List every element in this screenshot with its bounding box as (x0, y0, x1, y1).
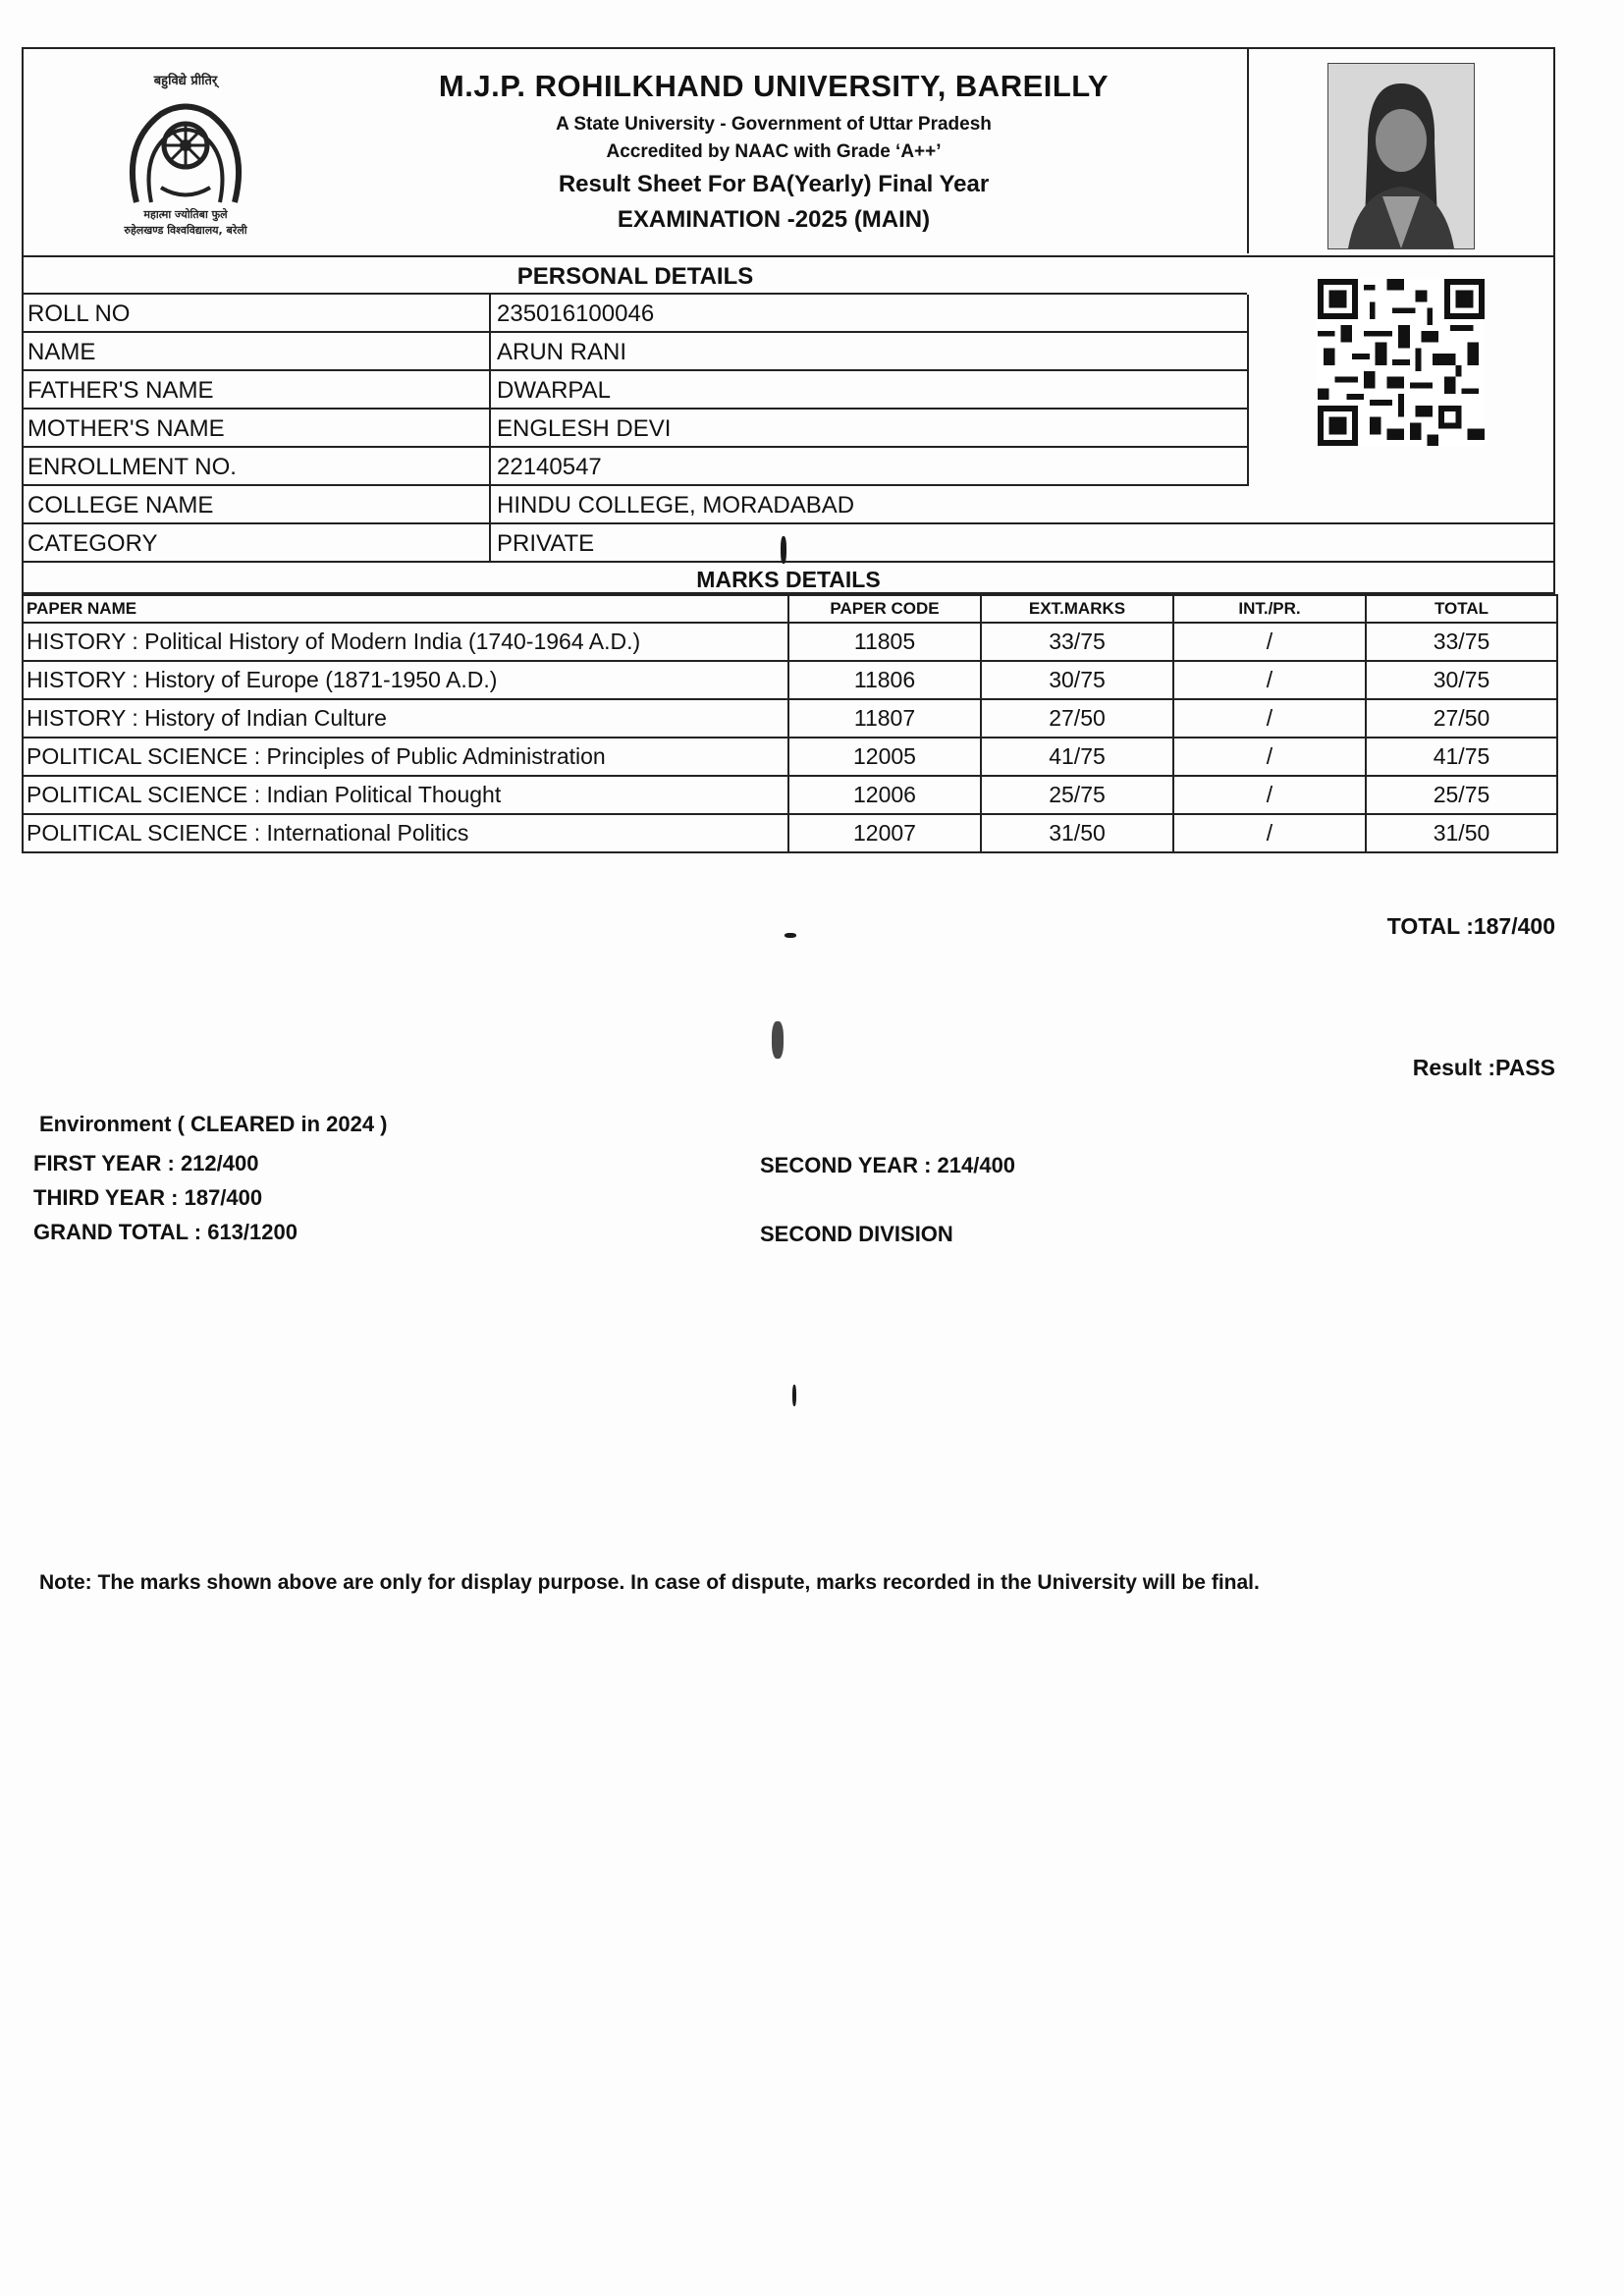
paper-name: HISTORY : Political History of Modern India (1740-1964 A.D.) (23, 623, 788, 661)
field-label: CATEGORY (24, 524, 491, 561)
scan-mark (772, 1021, 784, 1059)
semester-total: TOTAL :187/400 (1386, 913, 1555, 939)
first-year-marks: FIRST YEAR : 212/400 (33, 1151, 259, 1175)
field-label: MOTHER'S NAME (24, 410, 491, 446)
paper-total: 31/50 (1366, 814, 1557, 852)
paper-total: 30/75 (1366, 661, 1557, 699)
field-value: 235016100046 (497, 301, 655, 327)
paper-total: 27/50 (1366, 699, 1557, 738)
paper-code: 11807 (788, 699, 981, 738)
scan-mark (792, 1385, 796, 1406)
disclaimer-note: Note: The marks shown above are only for display purpose. In case of dispute, marks recorded in the University will be final. (39, 1571, 1260, 1594)
paper-name: HISTORY : History of Europe (1871-1950 A.D.) (23, 661, 788, 699)
int-marks: / (1173, 661, 1366, 699)
svg-text:रुहेलखण्ड विश्वविद्यालय, बरेली: रुहेलखण्ड विश्वविद्यालय, बरेली (124, 224, 247, 237)
third-year-marks: THIRD YEAR : 187/400 (33, 1185, 263, 1210)
paper-code: 12006 (788, 776, 981, 814)
second-year-marks: SECOND YEAR : 214/400 (760, 1153, 1016, 1177)
ext-marks: 25/75 (981, 776, 1173, 814)
header-text-block (289, 69, 1259, 242)
field-value: PRIVATE (497, 530, 595, 557)
paper-total: 33/75 (1366, 623, 1557, 661)
int-marks: / (1173, 738, 1366, 776)
column-header: TOTAL (1366, 595, 1557, 623)
ext-marks: 31/50 (981, 814, 1173, 852)
paper-code: 11805 (788, 623, 981, 661)
column-header: PAPER CODE (788, 595, 981, 623)
marks-table (22, 594, 1558, 853)
university-logo (92, 55, 279, 242)
column-header: INT./PR. (1173, 595, 1366, 623)
personal-details-section (22, 255, 1555, 563)
exam-title: EXAMINATION -2025 (MAIN) (617, 206, 931, 233)
column-header: PAPER NAME (23, 595, 788, 623)
personal-row (24, 410, 1249, 448)
ext-marks: 30/75 (981, 661, 1173, 699)
paper-total: 25/75 (1366, 776, 1557, 814)
paper-code: 12005 (788, 738, 981, 776)
personal-row (24, 371, 1249, 410)
scan-mark (781, 536, 786, 564)
svg-text:महात्मा ज्योतिबा फुले: महात्मा ज्योतिबा फुले (143, 208, 228, 221)
paper-name: POLITICAL SCIENCE : International Politics (23, 814, 788, 852)
column-header: EXT.MARKS (981, 595, 1173, 623)
qr-code (1318, 279, 1485, 446)
int-marks: / (1173, 776, 1366, 814)
result-sheet (22, 47, 1555, 853)
environment-status: Environment ( CLEARED in 2024 ) (39, 1112, 388, 1136)
int-marks: / (1173, 814, 1366, 852)
marks-header-row (23, 595, 1557, 623)
field-label: FATHER'S NAME (24, 371, 491, 408)
student-photo (1327, 63, 1475, 249)
field-value: 22140547 (497, 454, 602, 480)
table-row (23, 699, 1557, 738)
university-status: A State University - Government of Uttar Pradesh (556, 114, 992, 135)
personal-details-title: PERSONAL DETAILS (24, 257, 1247, 295)
field-value: ENGLESH DEVI (497, 415, 672, 442)
table-row (23, 661, 1557, 699)
field-label: COLLEGE NAME (24, 486, 491, 522)
int-marks: / (1173, 699, 1366, 738)
marks-details-title: MARKS DETAILS (22, 563, 1555, 594)
table-row (23, 776, 1557, 814)
paper-name: POLITICAL SCIENCE : Principles of Public Administration (23, 738, 788, 776)
field-value: DWARPAL (497, 377, 612, 404)
sheet-header (22, 47, 1555, 255)
personal-row (24, 295, 1249, 333)
paper-total: 41/75 (1366, 738, 1557, 776)
personal-row (24, 486, 1553, 524)
table-row (23, 738, 1557, 776)
paper-name: POLITICAL SCIENCE : Indian Political Thought (23, 776, 788, 814)
sheet-title: Result Sheet For BA(Yearly) Final Year (558, 171, 990, 197)
personal-row (24, 524, 1553, 561)
ext-marks: 33/75 (981, 623, 1173, 661)
paper-code: 12007 (788, 814, 981, 852)
personal-row (24, 448, 1249, 486)
field-label: NAME (24, 333, 491, 369)
int-marks: / (1173, 623, 1366, 661)
grand-total: GRAND TOTAL : 613/1200 (33, 1220, 298, 1244)
svg-text:बहुविद्ये प्रीतिर्: बहुविद्ये प्रीतिर् (153, 74, 218, 88)
personal-row (24, 333, 1249, 371)
result-status: Result :PASS (1412, 1055, 1555, 1080)
qr-code-frame (1247, 257, 1553, 477)
accreditation-line: Accredited by NAAC with Grade ‘A++’ (606, 141, 942, 162)
ext-marks: 41/75 (981, 738, 1173, 776)
ext-marks: 27/50 (981, 699, 1173, 738)
field-value: ARUN RANI (497, 339, 627, 365)
division: SECOND DIVISION (760, 1222, 953, 1246)
table-row (23, 814, 1557, 852)
photo-frame (1247, 49, 1553, 253)
paper-code: 11806 (788, 661, 981, 699)
field-label: ENROLLMENT NO. (24, 448, 491, 484)
scan-mark (785, 933, 796, 938)
table-row (23, 623, 1557, 661)
field-label: ROLL NO (24, 295, 491, 331)
university-name: M.J.P. ROHILKHAND UNIVERSITY, BAREILLY (438, 69, 1110, 103)
field-value: HINDU COLLEGE, MORADABAD (497, 492, 855, 519)
paper-name: HISTORY : History of Indian Culture (23, 699, 788, 738)
